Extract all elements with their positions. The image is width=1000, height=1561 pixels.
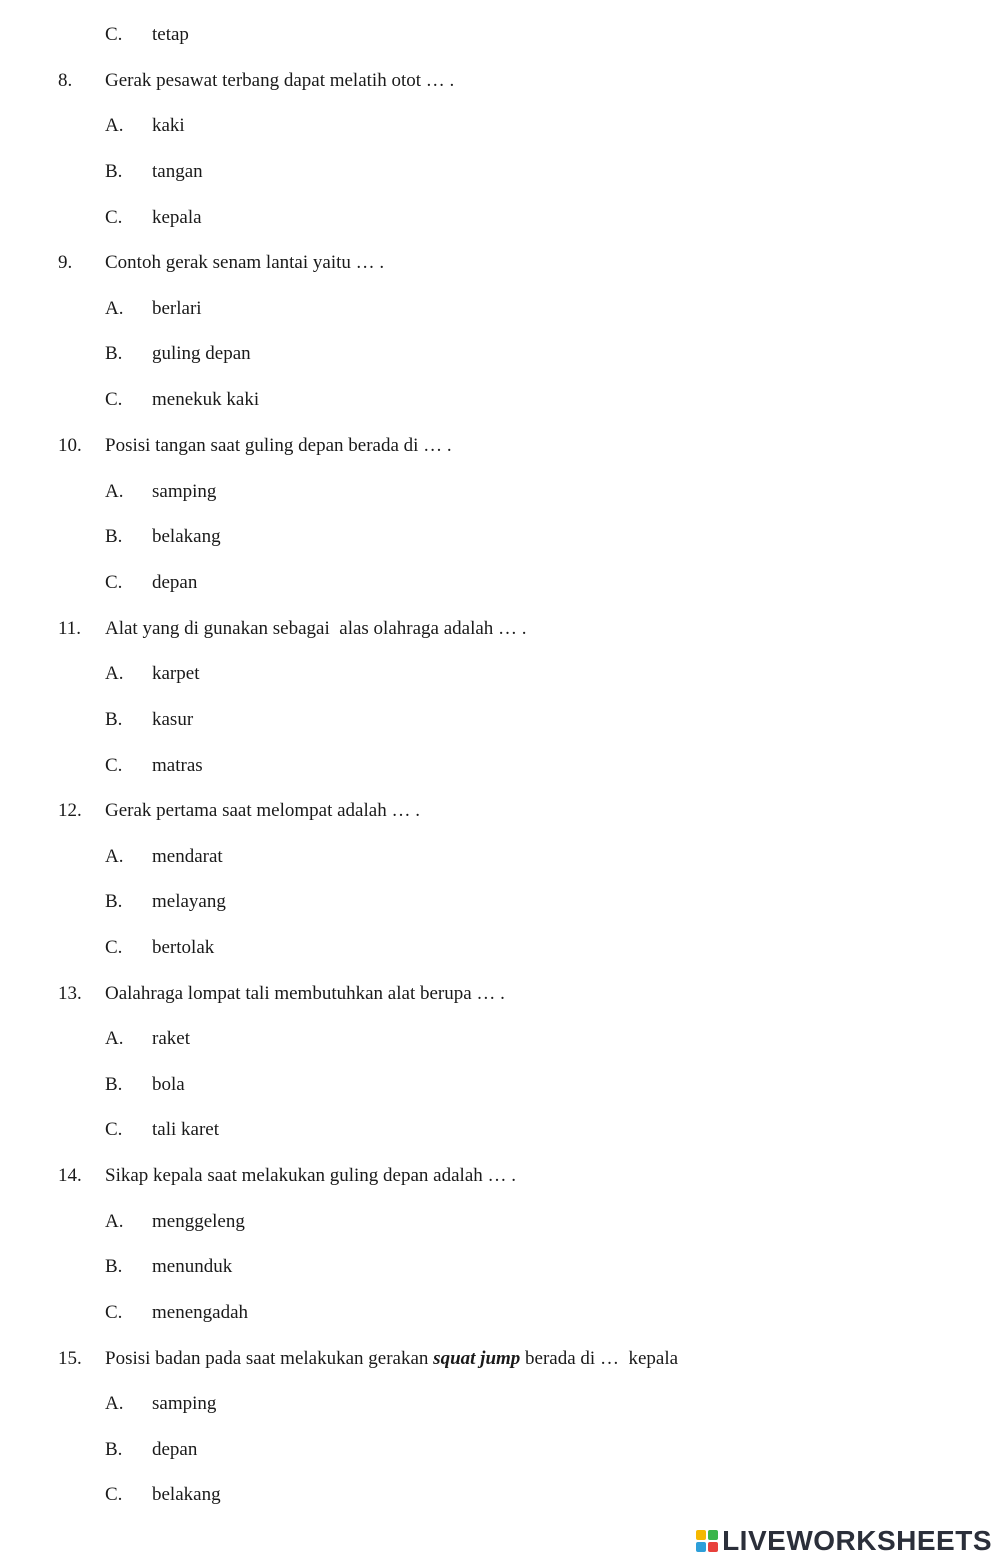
option-letter: C.	[105, 1484, 123, 1505]
liveworksheets-logo[interactable]	[696, 1524, 992, 1558]
option-text: depan	[152, 1439, 198, 1460]
option-text: bertolak	[152, 937, 215, 958]
option-letter: B.	[105, 1074, 123, 1095]
question-text: Oalahraga lompat tali membutuhkan alat berupa … .	[105, 983, 505, 1004]
option-text: menekuk kaki	[152, 389, 260, 410]
option-text: kaki	[152, 115, 185, 136]
option-letter: B.	[105, 709, 123, 730]
option-letter: A.	[105, 846, 124, 867]
option-text: melayang	[152, 891, 226, 912]
option-letter: A.	[105, 298, 124, 319]
option-letter: C.	[105, 24, 123, 45]
option-text: berlari	[152, 298, 202, 319]
question-number: 14.	[58, 1165, 82, 1186]
option-text: karpet	[152, 663, 200, 684]
option-letter: C.	[105, 755, 123, 776]
option-text: tetap	[152, 24, 189, 45]
question-text: Alat yang di gunakan sebagai alas olahraga adalah … .	[105, 618, 527, 639]
option-letter: C.	[105, 1119, 123, 1140]
question-text: Contoh gerak senam lantai yaitu … .	[105, 252, 385, 273]
option-letter: A.	[105, 1028, 124, 1049]
option-text: samping	[152, 481, 217, 502]
question-number: 9.	[58, 252, 73, 273]
option-text: kepala	[152, 207, 202, 228]
option-letter: C.	[105, 389, 123, 410]
option-letter: B.	[105, 891, 123, 912]
question-number: 12.	[58, 800, 82, 821]
option-letter: A.	[105, 1211, 124, 1232]
option-text: bola	[152, 1074, 185, 1095]
option-letter: B.	[105, 526, 123, 547]
option-letter: A.	[105, 663, 124, 684]
question-text-before: Posisi badan pada saat melakukan gerakan	[105, 1348, 434, 1369]
option-text: menunduk	[152, 1256, 233, 1277]
option-letter: B.	[105, 1256, 123, 1277]
option-letter: A.	[105, 481, 124, 502]
option-letter: C.	[105, 207, 123, 228]
question-number: 11.	[58, 618, 82, 639]
option-text: mendarat	[152, 846, 223, 867]
logo-square-icon	[696, 1530, 706, 1540]
option-letter: A.	[105, 115, 124, 136]
option-text: menggeleng	[152, 1211, 245, 1232]
question-text: Gerak pertama saat melompat adalah … .	[105, 800, 420, 821]
question-text-emphasis: squat jump	[433, 1348, 521, 1369]
question-text: Posisi tangan saat guling depan berada di … .	[105, 435, 452, 456]
logo-square-icon	[708, 1542, 718, 1552]
question-number: 15.	[58, 1348, 82, 1369]
option-text: tali karet	[152, 1119, 219, 1140]
question-number: 8.	[58, 70, 73, 91]
option-letter: C.	[105, 1302, 123, 1323]
option-text: samping	[152, 1393, 217, 1414]
option-text: depan	[152, 572, 198, 593]
option-text: belakang	[152, 1484, 221, 1505]
question-text	[105, 1347, 678, 1371]
option-text: belakang	[152, 526, 221, 547]
option-letter: B.	[105, 161, 123, 182]
option-text: matras	[152, 755, 203, 776]
option-letter: C.	[105, 937, 123, 958]
question-number: 13.	[58, 983, 82, 1004]
question-text: Gerak pesawat terbang dapat melatih otot … .	[105, 70, 455, 91]
option-letter: A.	[105, 1393, 124, 1414]
option-text: menengadah	[152, 1302, 249, 1323]
logo-square-icon	[696, 1542, 706, 1552]
option-letter: C.	[105, 572, 123, 593]
question-text-after: berada di … kepala	[520, 1348, 679, 1369]
option-text: raket	[152, 1028, 190, 1049]
option-text: kasur	[152, 709, 194, 730]
question-text: Sikap kepala saat melakukan guling depan adalah … .	[105, 1165, 517, 1186]
logo-square-icon	[708, 1530, 718, 1540]
option-letter: B.	[105, 343, 123, 364]
logo-text: LIVEWORKSHEETS	[722, 1525, 992, 1556]
option-text: tangan	[152, 161, 203, 182]
logo-mark-icon	[696, 1530, 718, 1552]
option-letter: B.	[105, 1439, 123, 1460]
option-text: guling depan	[152, 343, 251, 364]
question-number: 10.	[58, 435, 82, 456]
